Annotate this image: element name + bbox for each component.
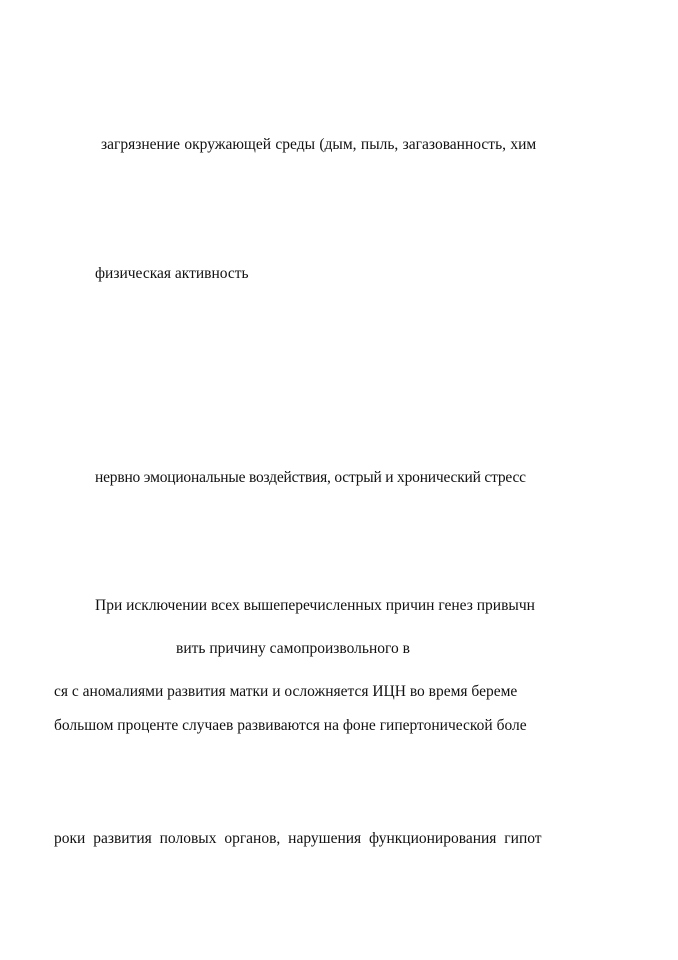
text-line-hypertension: большом проценте случаев развиваются на фоне гипертонической боле [54,717,527,734]
text-line-developmental-defects: роки развития половых органов, нарушения функционирования гипот [54,830,542,847]
text-line-pollution: загрязнение окружающей среды (дым, пыль, загазованность, хим [101,136,537,153]
text-line-stress: нервно эмоциональные воздействия, острый и хронический стресс [95,469,526,486]
text-line-exclusion: При исключении всех вышеперечисленных причин генез привычн [95,597,535,614]
text-line-uterine-anomalies: ся с аномалиями развития матки и осложняется ИЦН во время береме [54,683,518,700]
text-line-cause: вить причину самопроизвольного в [176,640,410,657]
text-line-physical-activity: физическая активность [95,265,249,282]
